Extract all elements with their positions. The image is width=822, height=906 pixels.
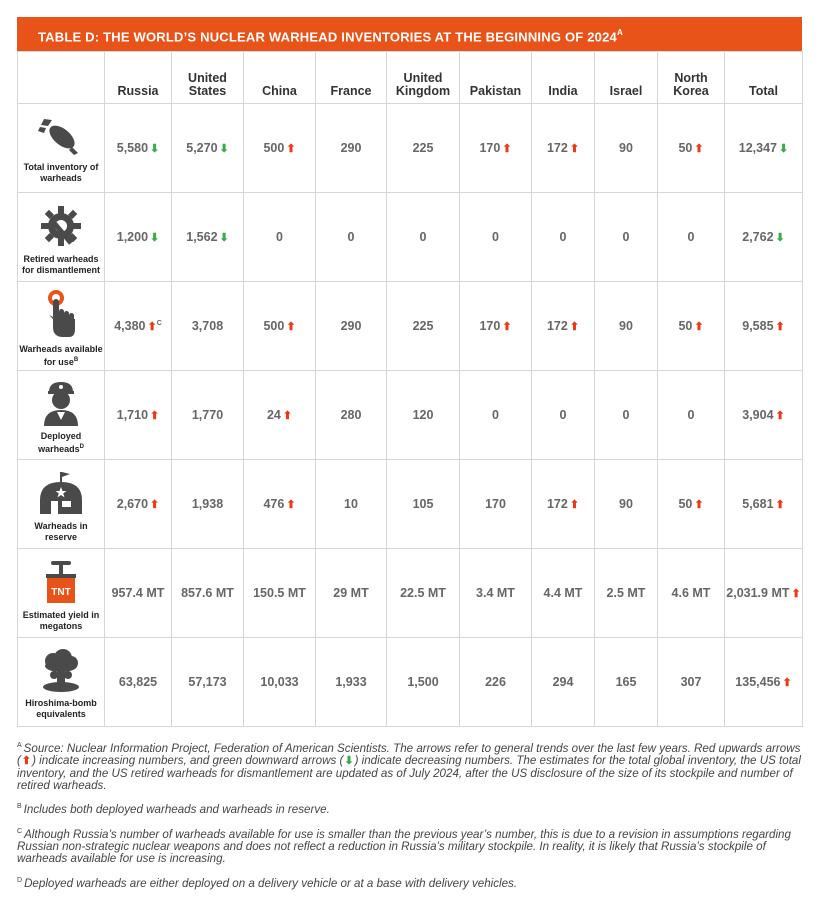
table-cell: 5,270 ⬇ xyxy=(172,104,244,193)
up-arrow-icon: ⬆ xyxy=(694,499,704,511)
table-cell: 12,347 ⬇ xyxy=(725,104,803,193)
table-cell: 24 ⬆ xyxy=(244,371,316,460)
column-header: Israel xyxy=(595,52,658,104)
table-cell: 1,500 xyxy=(387,638,460,727)
table-cell: 0 xyxy=(387,193,460,282)
table-cell: 0 xyxy=(532,193,595,282)
table-cell: 10 xyxy=(316,460,387,549)
row-header xyxy=(18,193,105,282)
row-label: Deployed warheads$^D$ xyxy=(38,431,84,454)
table-cell: 4,380 ⬆$^C$ xyxy=(105,282,172,371)
table-cell: 1,770 xyxy=(172,371,244,460)
table-cell: 29 MT xyxy=(316,549,387,638)
column-header: China xyxy=(244,52,316,104)
down-arrow-icon: ⬇ xyxy=(344,755,354,768)
table-cell: 226 xyxy=(460,638,532,727)
up-arrow-icon: ⬆ xyxy=(694,321,704,333)
table-cell: 2,762 ⬇ xyxy=(725,193,803,282)
row-header xyxy=(18,460,105,549)
table-cell: 0 xyxy=(460,193,532,282)
down-arrow-icon: ⬇ xyxy=(775,232,785,244)
table-cell: 165 xyxy=(595,638,658,727)
up-arrow-icon: ⬆ xyxy=(782,677,792,689)
table-cell: 5,681 ⬆ xyxy=(725,460,803,549)
up-arrow-icon: ⬆ xyxy=(502,143,512,155)
table-cell: 150.5 MT xyxy=(244,549,316,638)
up-arrow-icon: ⬆ xyxy=(569,143,580,155)
table-cell: 10,033 xyxy=(244,638,316,727)
up-arrow-icon: ⬆ xyxy=(150,410,160,422)
column-header: Total xyxy=(725,52,803,104)
down-arrow-icon: ⬇ xyxy=(150,232,160,244)
table-cell: 500 ⬆ xyxy=(244,104,316,193)
table-cell: 50 ⬆ xyxy=(658,282,725,371)
table-cell: 4.4 MT xyxy=(532,549,595,638)
down-arrow-icon: ⬇ xyxy=(150,143,160,155)
row-label: Hiroshima-bomb equivalents xyxy=(25,698,97,719)
table-cell: 172 ⬆ xyxy=(532,282,595,371)
table-row xyxy=(18,638,803,727)
table-cell: 50 ⬆ xyxy=(658,104,725,193)
table-cell: 172 ⬆ xyxy=(532,104,595,193)
row-header xyxy=(18,638,105,727)
table-cell: 290 xyxy=(316,282,387,371)
table-cell: 22.5 MT xyxy=(387,549,460,638)
up-arrow-icon: ⬆ xyxy=(502,321,512,333)
gear-wrench-icon xyxy=(18,203,104,252)
tnt-label: TNT xyxy=(51,587,71,598)
up-arrow-icon: ⬆ xyxy=(569,499,580,511)
up-arrow-icon: ⬆ xyxy=(147,321,157,333)
up-arrow-icon: ⬆ xyxy=(775,321,785,333)
corner-cell xyxy=(18,52,105,104)
row-label: Warheads available for use$^B$ xyxy=(19,344,103,367)
table-cell: 170 ⬆ xyxy=(460,282,532,371)
table-cell: 57,173 xyxy=(172,638,244,727)
header-row xyxy=(18,52,803,104)
table-cell: 500 ⬆ xyxy=(244,282,316,371)
down-arrow-icon: ⬇ xyxy=(219,232,229,244)
table-cell: 0 xyxy=(532,371,595,460)
table-cell: 225 xyxy=(387,282,460,371)
table-cell: 170 ⬆ xyxy=(460,104,532,193)
table-cell: 1,933 xyxy=(316,638,387,727)
table-cell: 120 xyxy=(387,371,460,460)
row-header xyxy=(18,549,105,638)
table-cell: 9,585 ⬆ xyxy=(725,282,803,371)
column-header: Russia xyxy=(105,52,172,104)
footnote-d: $^D$ Deployed warheads are either deployed on a delivery vehicle or at a base with delivery vehicles. xyxy=(17,876,518,890)
table-cell: 3.4 MT xyxy=(460,549,532,638)
table-cell: 307 xyxy=(658,638,725,727)
row-label: Estimated yield in megatons xyxy=(22,610,100,631)
row-label: Total inventory of warheads xyxy=(23,162,99,183)
table-cell: 476 ⬆ xyxy=(244,460,316,549)
footnotes xyxy=(17,740,807,899)
up-arrow-icon: ⬆ xyxy=(286,143,296,155)
table-cell: 172 ⬆ xyxy=(532,460,595,549)
row-header xyxy=(18,104,105,193)
table-cell: 957.4 MT xyxy=(105,549,172,638)
soldier-icon xyxy=(18,380,104,429)
table-cell: 1,562 ⬇ xyxy=(172,193,244,282)
up-arrow-icon: ⬆ xyxy=(286,499,296,511)
column-header: United Kingdom xyxy=(387,52,460,104)
table-cell: 0 xyxy=(595,193,658,282)
table-cell: 90 xyxy=(595,104,658,193)
table-row xyxy=(18,549,803,638)
bomb-icon xyxy=(18,117,104,160)
table-body xyxy=(18,104,803,727)
down-arrow-icon: ⬇ xyxy=(219,143,229,155)
up-arrow-icon: ⬆ xyxy=(286,321,296,333)
table-cell: 135,456 ⬆ xyxy=(725,638,803,727)
table-cell: 280 xyxy=(316,371,387,460)
table-cell: 90 xyxy=(595,460,658,549)
table-row xyxy=(18,193,803,282)
up-arrow-icon: ⬆ xyxy=(775,410,785,422)
up-arrow-icon: ⬆ xyxy=(569,321,580,333)
footnote-a: $^A$ Source: Nuclear Information Project, Federation of American Scientists. The arrows refer to general trends over the last few years. Red upwards arrows (⬆) indicate increasing numbers, and green downward arrows (⬇) indicate decreasing numbers. The estimates for the total global inventory, the US total inventory, and the US retired warheads for dismantlement are updated as of July 2024, after the US disclosure of the size of its stockpile and number of retired warheads. xyxy=(17,741,801,793)
up-arrow-icon: ⬆ xyxy=(791,588,801,600)
table-cell: 294 xyxy=(532,638,595,727)
table-cell: 0 xyxy=(316,193,387,282)
table-row xyxy=(18,460,803,549)
up-arrow-icon: ⬆ xyxy=(150,499,160,511)
table-cell: 290 xyxy=(316,104,387,193)
table-cell: 0 xyxy=(460,371,532,460)
row-header xyxy=(18,371,105,460)
footnote-b: $^B$ Includes both deployed warheads and warheads in reserve. xyxy=(17,803,330,817)
table-cell: 3,708 xyxy=(172,282,244,371)
table-cell: 0 xyxy=(595,371,658,460)
column-header: United States xyxy=(172,52,244,104)
column-header: France xyxy=(316,52,387,104)
up-arrow-icon: ⬆ xyxy=(694,143,704,155)
table-cell: 0 xyxy=(658,371,725,460)
table-cell: 3,904 ⬆ xyxy=(725,371,803,460)
table-cell: 1,938 xyxy=(172,460,244,549)
table-cell: 2,031.9 MT ⬆ xyxy=(725,549,803,638)
hand-press-button-icon xyxy=(18,289,104,342)
column-header: Pakistan xyxy=(460,52,532,104)
up-arrow-icon: ⬆ xyxy=(775,499,785,511)
footnote-marker: C xyxy=(156,319,162,327)
table-cell: 0 xyxy=(658,193,725,282)
table-cell: 90 xyxy=(595,282,658,371)
table-cell: 0 xyxy=(244,193,316,282)
row-label: Retired warheads for dismantlement xyxy=(21,254,100,275)
down-arrow-icon: ⬇ xyxy=(779,143,789,155)
table-row xyxy=(18,282,803,371)
table-cell: 225 xyxy=(387,104,460,193)
bunker-icon xyxy=(18,470,104,519)
table-row xyxy=(18,371,803,460)
table-cell: 1,200 ⬇ xyxy=(105,193,172,282)
table-title: TABLE D: THE WORLD’S NUCLEAR WARHEAD INVENTORIES AT THE BEGINNING OF $2024^A$ xyxy=(17,17,802,51)
table-cell: 4.6 MT xyxy=(658,549,725,638)
tnt-plunger-icon xyxy=(18,559,104,608)
warhead-table xyxy=(17,51,803,727)
row-header xyxy=(18,282,105,371)
table-cell: 105 xyxy=(387,460,460,549)
table-cell: 2.5 MT xyxy=(595,549,658,638)
table-cell: 1,710 ⬆ xyxy=(105,371,172,460)
up-arrow-icon: ⬆ xyxy=(282,410,293,422)
column-header: North Korea xyxy=(658,52,725,104)
footnote-c: $^C$ Although Russia’s number of warheads available for use is smaller than the previous year’s number, this is due to a revision in assumptions regarding Russian non-strategic nuclear weapons and does not reflect a reduction in Russia’s military stockpile. In reality, it is likely that Russia’s stockpile of warheads available for use is increasing. xyxy=(17,827,791,866)
row-label: Warheads in reserve xyxy=(34,521,88,542)
table-cell: 857.6 MT xyxy=(172,549,244,638)
table-cell: 2,670 ⬆ xyxy=(105,460,172,549)
table-row xyxy=(18,104,803,193)
table-cell: 170 xyxy=(460,460,532,549)
table-cell: 63,825 xyxy=(105,638,172,727)
column-header: India xyxy=(532,52,595,104)
table-cell: 5,580 ⬇ xyxy=(105,104,172,193)
table-cell: 50 ⬆ xyxy=(658,460,725,549)
up-arrow-icon: ⬆ xyxy=(21,755,32,768)
mushroom-cloud-icon xyxy=(18,649,104,696)
